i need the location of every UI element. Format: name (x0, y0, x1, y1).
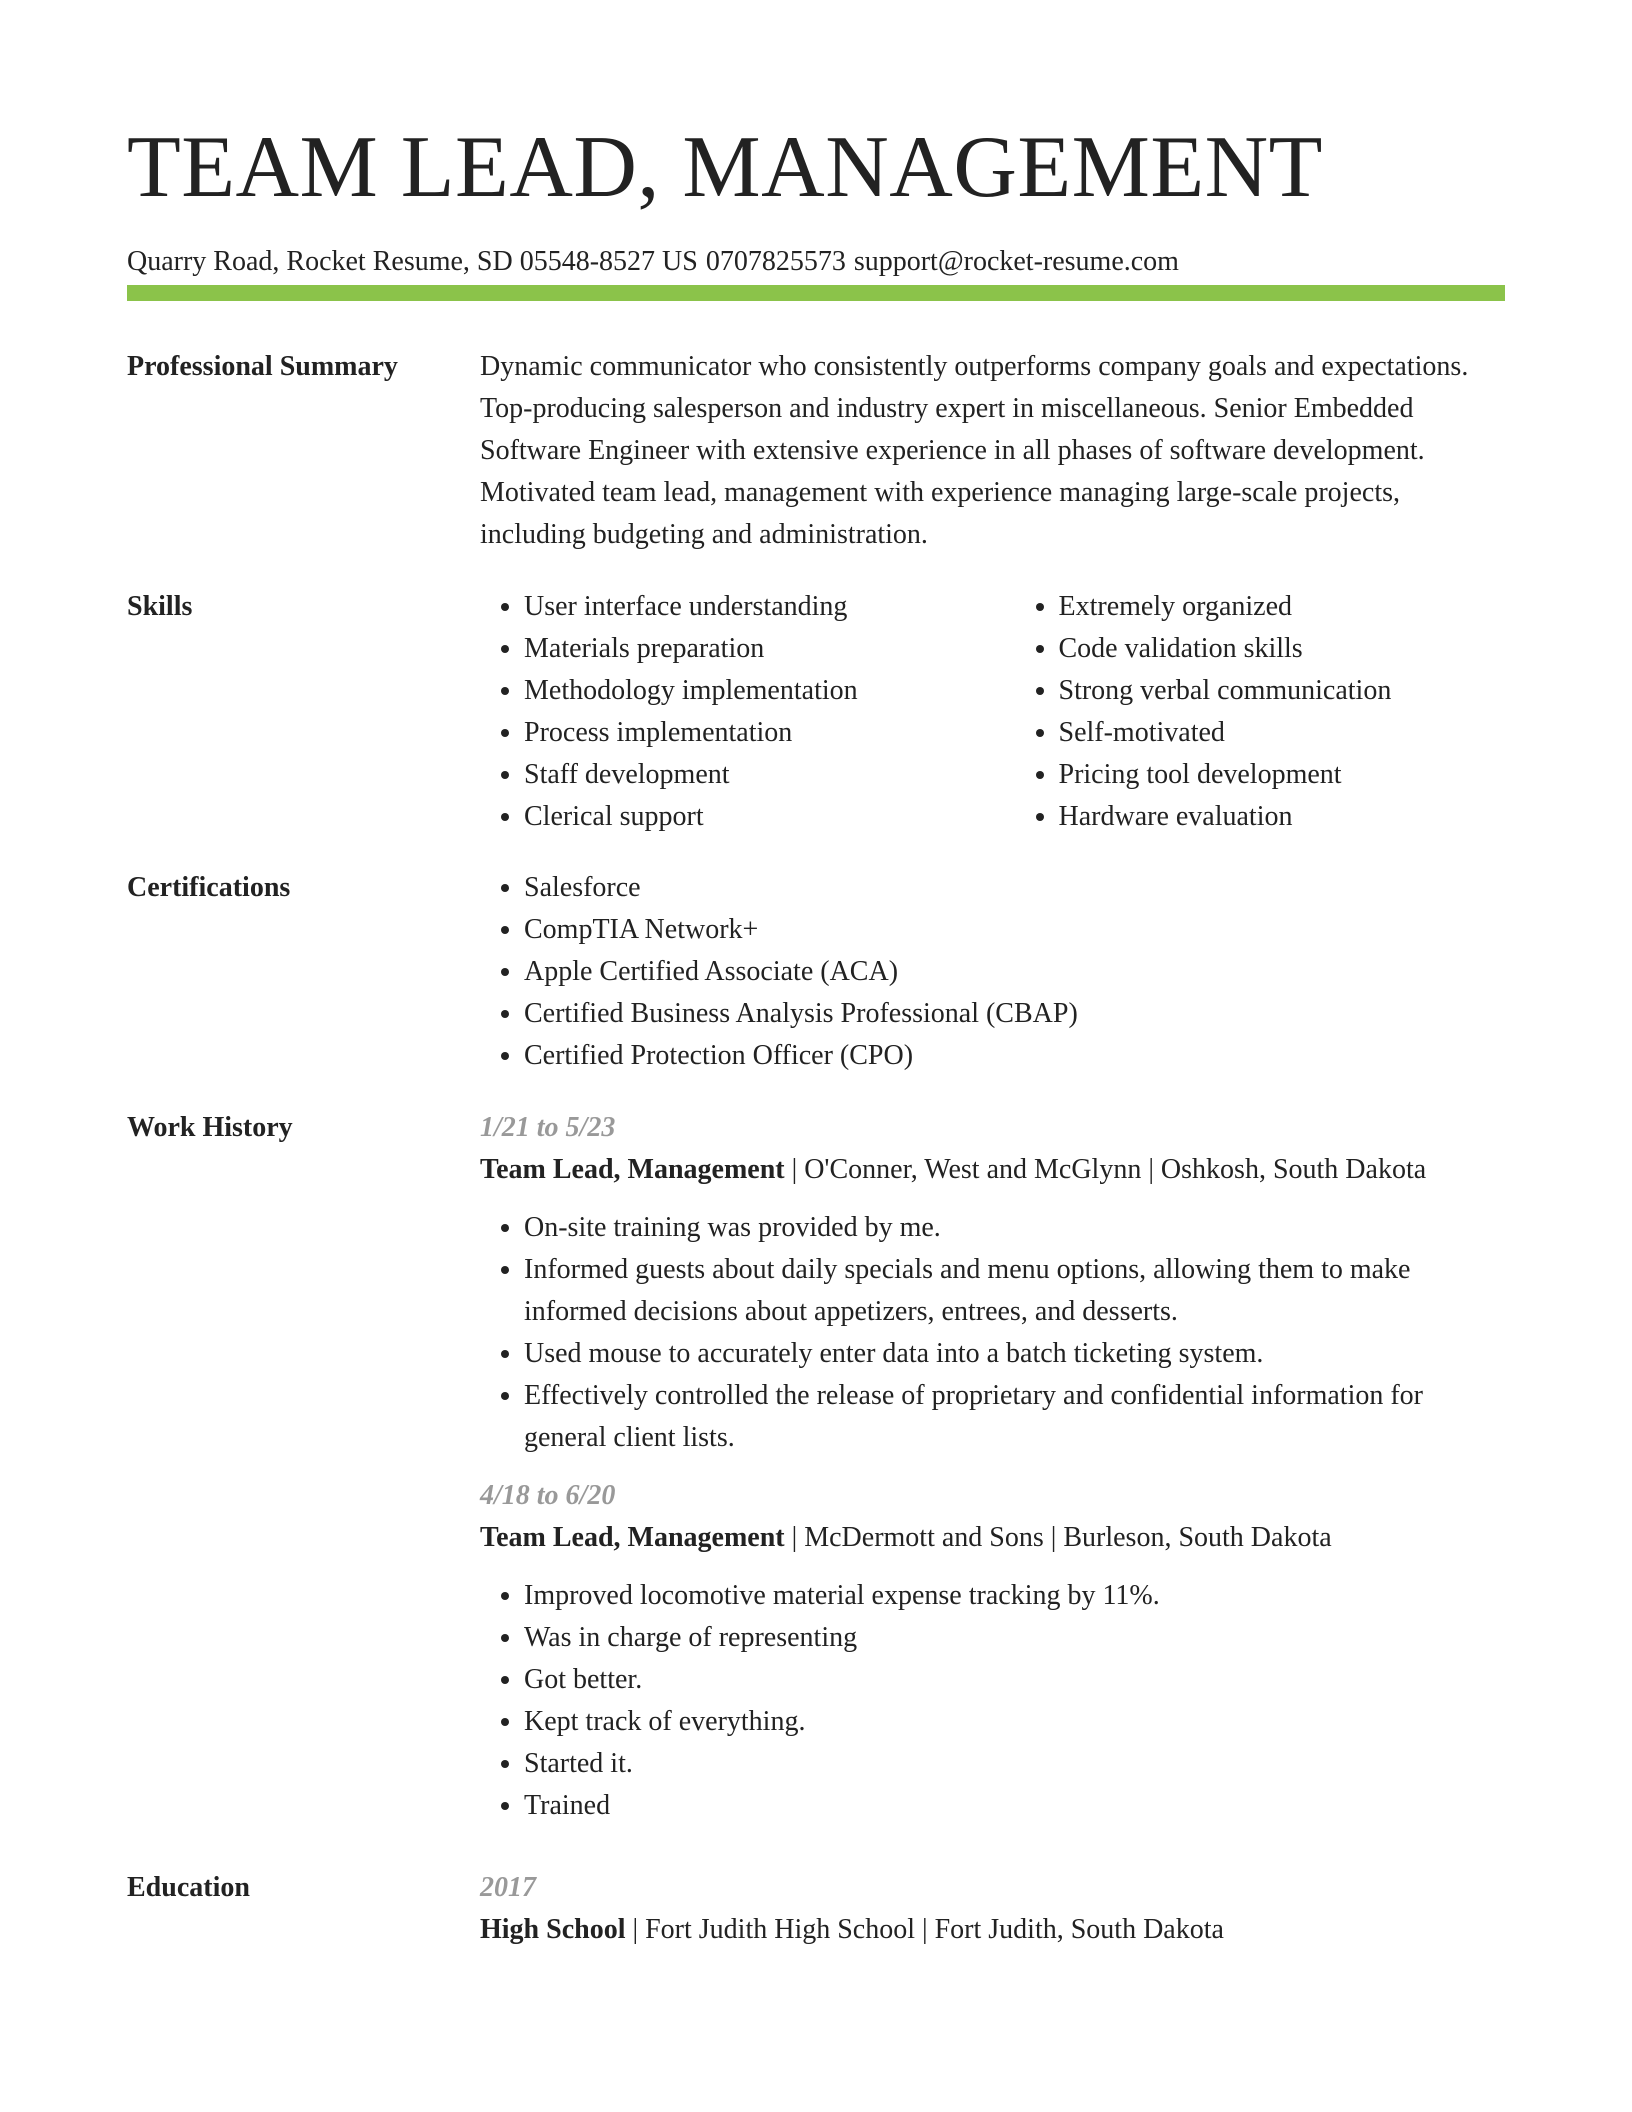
job-bullet: • Started it. (524, 1743, 1505, 1785)
job-dates: 4/18 to 6/20 (480, 1480, 616, 1511)
certifications-body (480, 867, 1505, 1077)
resume-header (127, 118, 1505, 280)
job-details: | O'Conner, West and McGlynn | Oshkosh, South Dakota (784, 1154, 1427, 1185)
skills-list-right (1015, 586, 1506, 838)
job-role: Team Lead, Management (480, 1522, 785, 1553)
work-history-body (480, 1107, 1505, 1827)
contact-phone: 0707825573 (705, 246, 846, 277)
accent-divider (127, 285, 1505, 301)
certification-item: • Certified Business Analysis Professional (CBAP) (524, 993, 1505, 1035)
skill-item: • Materials preparation (524, 628, 971, 670)
skill-item: • Strong verbal communication (1059, 670, 1506, 712)
skill-item: • Pricing tool development (1059, 754, 1506, 796)
certification-item: • Apple Certified Associate (ACA) (524, 951, 1505, 993)
certification-item: • Salesforce (524, 867, 1505, 909)
section-title-skills: Skills (127, 591, 193, 622)
section-title-work-history: Work History (127, 1112, 293, 1143)
contact-line (127, 244, 1505, 280)
job-bullet: • Trained (524, 1785, 1505, 1827)
skill-item: • Clerical support (524, 796, 971, 838)
job-bullet: • Effectively controlled the release of proprietary and confidential information for general client lists. (524, 1375, 1505, 1459)
job-bullet: • Informed guests about daily specials and menu options, allowing them to make informed decisions about appetizers, entrees, and desserts. (524, 1249, 1505, 1333)
education-details: | Fort Judith High School | Fort Judith, South Dakota (625, 1914, 1224, 1945)
skill-item: • Methodology implementation (524, 670, 971, 712)
job-bullet: • Used mouse to accurately enter data into a batch ticketing system. (524, 1333, 1505, 1375)
skill-item: • Hardware evaluation (1059, 796, 1506, 838)
certifications-list (480, 867, 1505, 1077)
education-degree: High School (480, 1914, 626, 1945)
education-line (480, 1909, 1505, 1951)
job-bullet: • Kept track of everything. (524, 1701, 1505, 1743)
job-bullet: • Got better. (524, 1659, 1505, 1701)
education-body (480, 1867, 1505, 1951)
skill-item: • Staff development (524, 754, 971, 796)
job-role: Team Lead, Management (480, 1154, 785, 1185)
job-bullet: • Was in charge of representing (524, 1617, 1505, 1659)
skill-item: • Self-motivated (1059, 712, 1506, 754)
section-title-education: Education (127, 1872, 250, 1903)
candidate-title: TEAM LEAD, MANAGEMENT (127, 119, 1323, 216)
skill-item: • Code validation skills (1059, 628, 1506, 670)
skills-list-left (480, 586, 971, 838)
job-bullets (480, 1207, 1505, 1459)
job-role-line (480, 1149, 1505, 1191)
job-details: | McDermott and Sons | Burleson, South Dakota (784, 1522, 1332, 1553)
section-title-summary: Professional Summary (127, 351, 398, 382)
contact-email: support@rocket-resume.com (853, 246, 1179, 277)
section-title-certifications: Certifications (127, 872, 291, 903)
job-role-line (480, 1517, 1505, 1559)
job-dates: 1/21 to 5/23 (480, 1112, 616, 1143)
job-bullet: • Improved locomotive material expense tracking by 11%. (524, 1575, 1505, 1617)
education-date: 2017 (480, 1872, 536, 1903)
job-entry (480, 1107, 1505, 1459)
summary-text: Dynamic communicator who consistently outperforms company goals and expectations. Top-producing salesperson and industry expert in miscellaneous. Senior Embedded Software Engineer with extensive experience in all phases of software development. Motivated team lead, management with experience managing large-scale projects, including budgeting and administration. (480, 351, 1469, 550)
skill-item: • Process implementation (524, 712, 971, 754)
certification-item: • Certified Protection Officer (CPO) (524, 1035, 1505, 1077)
skill-item: • Extremely organized (1059, 586, 1506, 628)
job-entry (480, 1475, 1505, 1827)
job-bullets (480, 1575, 1505, 1827)
job-bullet: • On-site training was provided by me. (524, 1207, 1505, 1249)
certification-item: • CompTIA Network+ (524, 909, 1505, 951)
skills-columns (480, 586, 1505, 838)
contact-address: Quarry Road, Rocket Resume, SD 05548-8527 US (127, 246, 698, 277)
skill-item: • User interface understanding (524, 586, 971, 628)
